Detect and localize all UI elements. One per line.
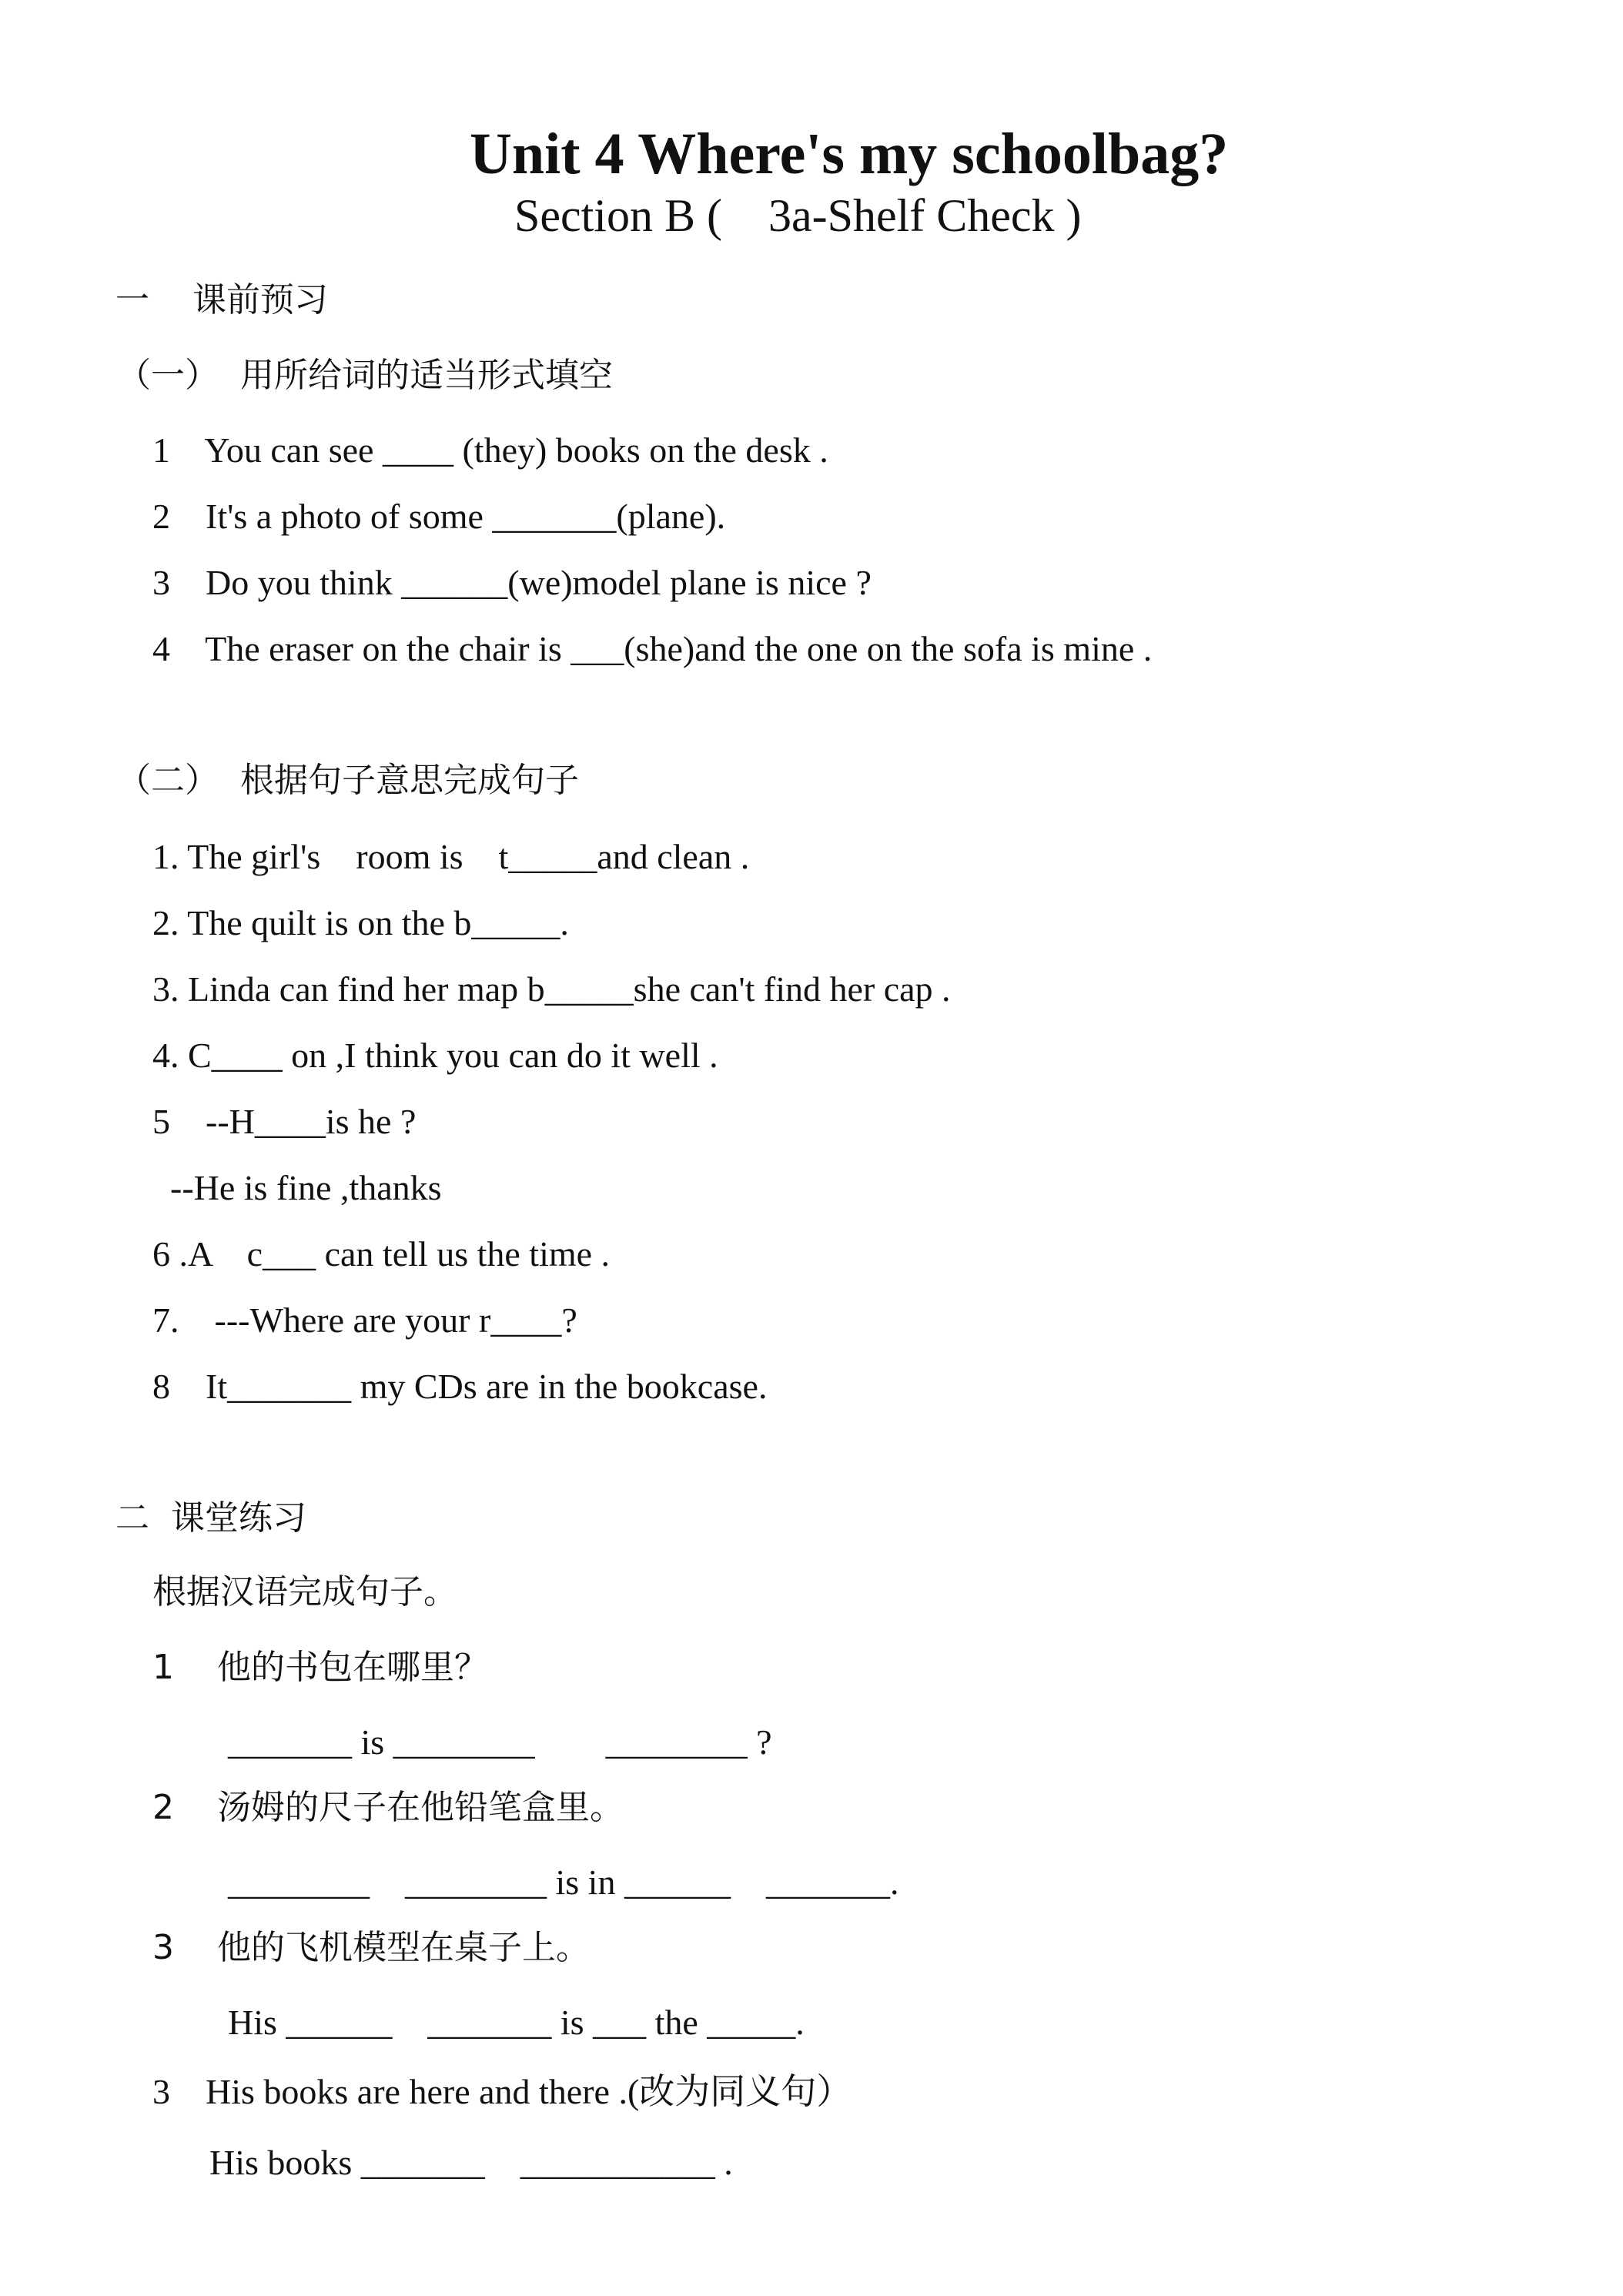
- sub1-item-3: 3 Do you think ______(we)model plane is nice ?: [152, 563, 872, 602]
- sub2-item-2: 2. The quilt is on the b_____.: [152, 903, 569, 942]
- sub1-item-2: 2 It's a photo of some _______(plane).: [152, 497, 726, 536]
- sub1-item-1: 1 You can see ____ (they) books on the desk .: [152, 430, 828, 470]
- sub2-item-4: 4. C____ on ,I think you can do it well .: [152, 1036, 718, 1075]
- sub2-item-1: 1. The girl's room is t_____and clean .: [152, 837, 750, 876]
- sub1-item-4: 4 The eraser on the chair is ___(she)and the one on the sofa is mine .: [152, 629, 1153, 668]
- part1-heading: 一 课前预习: [115, 280, 328, 320]
- part2-instruction: 根据汉语完成句子。: [152, 1572, 457, 1612]
- part2-item-2-answer: ________ ________ is in ______ _______.: [228, 1863, 899, 1902]
- part2-item-3-answer: His ______ _______ is ___ the _____.: [228, 2003, 805, 2042]
- page-subtitle: Section B ( 3a-Shelf Check ): [514, 190, 1082, 241]
- sub2-item-5-answer: --He is fine ,thanks: [152, 1168, 442, 1207]
- part1-sub1-heading: （一） 用所给词的适当形式填空: [117, 356, 613, 395]
- part2-item-3-question: 3 他的飞机模型在桌子上。: [152, 1928, 590, 1967]
- sub2-item-6: 6 .A c___ can tell us the time .: [152, 1234, 611, 1274]
- sub2-item-3: 3. Linda can find her map b_____she can't find her cap .: [152, 969, 951, 1009]
- part2-item-1-question: 1 他的书包在哪里？: [152, 1648, 488, 1687]
- part2-item-1-answer: _______ is ________ ________ ?: [228, 1722, 772, 1762]
- sub2-item-8: 8 It_______ my CDs are in the bookcase.: [152, 1367, 768, 1406]
- page-title: Unit 4 Where's my schoolbag?: [470, 122, 1229, 186]
- part2-item-2-question: 2 汤姆的尺子在他铅笔盒里。: [152, 1788, 624, 1827]
- part1-sub2-heading: （二） 根据句子意思完成句子: [117, 761, 579, 800]
- part2-item-4-question: 3 His books are here and there .(改为同义句）: [152, 2072, 852, 2111]
- part2-heading: 二 课堂练习: [115, 1498, 306, 1538]
- part2-item-4-answer: His books _______ ___________ .: [209, 2143, 733, 2182]
- sub2-item-7: 7. ---Where are your r____?: [152, 1300, 577, 1340]
- sub2-item-5: 5 --H____is he ?: [152, 1102, 417, 1141]
